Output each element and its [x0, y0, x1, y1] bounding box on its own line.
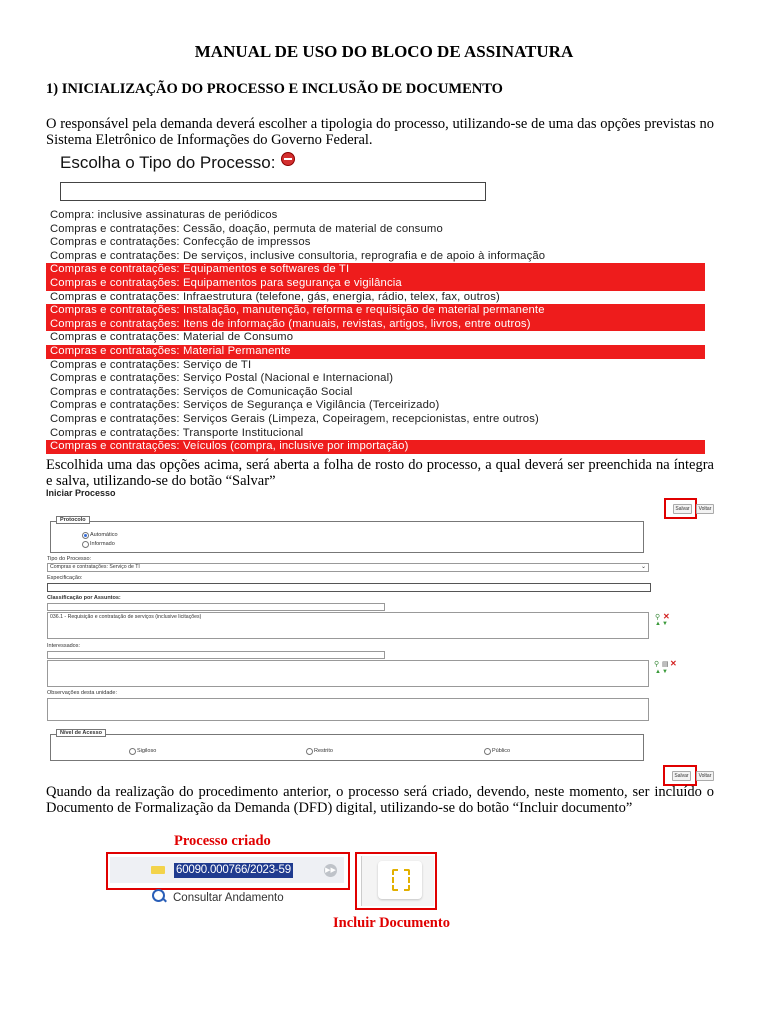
notes-textarea[interactable] — [47, 698, 649, 721]
process-type-option[interactable]: Compras e contratações: Veículos (compra, inclusive por importação) — [46, 440, 705, 454]
arrow-up-icon[interactable]: ▲ — [655, 669, 661, 675]
process-type-option[interactable]: Compras e contratações: Material Permanente — [46, 345, 705, 359]
process-type-option[interactable]: Compras e contratações: Cessão, doação, permuta de material de consumo — [50, 222, 443, 235]
consult-progress-link[interactable] — [152, 889, 284, 904]
save-button-bottom[interactable]: Salvar — [672, 771, 691, 781]
protocol-auto-label: Automático — [90, 532, 118, 538]
include-document-toolbar — [361, 856, 434, 906]
include-document-button[interactable] — [378, 861, 422, 899]
protocol-informed-radio[interactable] — [82, 541, 89, 548]
back-button-bottom[interactable]: Voltar — [696, 771, 714, 781]
specification-input[interactable] — [47, 583, 651, 592]
process-type-option[interactable]: Compras e contratações: Material de Consumo — [50, 331, 294, 344]
process-type-option[interactable]: Compras e contratações: De serviços, inclusive consultoria, reprografia e de apoio à informação — [50, 249, 546, 262]
folder-icon — [151, 866, 165, 874]
process-type-option[interactable]: Compras e contratações: Equipamentos e softwares de TI — [46, 263, 705, 277]
interested-search-input[interactable] — [47, 651, 385, 659]
consult-progress-label: Consultar Andamento — [173, 892, 284, 904]
classification-value: 036.1 - Requisição e contratação de serviços (inclusive licitações) — [50, 614, 202, 620]
process-type-select[interactable] — [47, 563, 649, 572]
notes-label: Observações desta unidade: — [47, 690, 118, 696]
search-icon[interactable]: ⚲ — [655, 614, 661, 621]
process-type-label: Tipo do Processo: — [47, 556, 92, 562]
process-type-filter-input[interactable] — [60, 182, 486, 201]
classification-search-input[interactable] — [47, 603, 385, 611]
process-number[interactable]: 60090.000766/2023-59 — [176, 864, 291, 876]
process-type-option[interactable]: Compras e contratações: Confecção de impressos — [50, 236, 311, 249]
access-public-radio[interactable] — [484, 748, 491, 755]
process-type-option[interactable]: Compras e contratações: Serviços Gerais (Limpeza, Copeiragem, recepcionistas, entre outros) — [50, 412, 539, 425]
access-level-legend: Nível de Acesso — [56, 729, 106, 737]
fast-forward-icon[interactable]: ▶▶ — [324, 864, 337, 877]
back-button[interactable]: Voltar — [696, 504, 714, 514]
process-type-option[interactable]: Compra: inclusive assinaturas de periódicos — [50, 209, 278, 221]
search-icon[interactable]: ⚲ — [654, 661, 660, 668]
minus-circle-icon[interactable] — [281, 152, 295, 166]
arrow-up-icon[interactable]: ▲ — [655, 621, 661, 627]
specification-label: Especificação: — [47, 575, 83, 581]
process-number-highlight — [106, 852, 350, 890]
protocol-auto-radio[interactable] — [82, 532, 89, 539]
protocol-informed-label: Informado — [90, 541, 115, 547]
process-chooser-title-text: Escolha o Tipo do Processo: — [60, 153, 276, 172]
process-type-option[interactable]: Compras e contratações: Itens de informação (manuais, revistas, artigos, livros, entre outros) — [46, 318, 705, 332]
access-restricted-label: Restrito — [314, 748, 333, 754]
chevron-down-icon: ⌄ — [640, 564, 646, 570]
classification-list[interactable] — [47, 612, 649, 639]
protocol-legend: Protocolo — [56, 516, 90, 524]
protocol-fieldset — [50, 521, 644, 553]
process-chooser-title — [60, 152, 295, 173]
arrow-down-icon[interactable]: ▼ — [662, 669, 668, 675]
process-created-caption: Processo criado — [174, 833, 271, 849]
process-type-option[interactable]: Compras e contratações: Serviço Postal (Nacional e Internacional) — [50, 372, 394, 385]
process-type-option[interactable]: Compras e contratações: Infraestrutura (telefone, gás, energia, rádio, telex, fax, outros) — [50, 290, 500, 303]
process-type-option[interactable]: Compras e contratações: Serviços de Comunicação Social — [50, 385, 353, 398]
paragraph-include-document: Quando da realização do procedimento anterior, o processo será criado, devendo, neste momento, ser incluído o Documento de Formalização da Demanda (DFD) digital, utilizando-se do botão “Incluir documento” — [46, 784, 714, 816]
access-secret-label: Sigiloso — [137, 748, 157, 754]
process-type-option[interactable]: Compras e contratações: Serviço de TI — [50, 358, 252, 371]
access-secret-radio[interactable] — [129, 748, 136, 755]
search-icon — [152, 889, 165, 902]
new-document-icon — [392, 869, 410, 891]
process-type-list — [46, 209, 705, 454]
process-type-option[interactable]: Compras e contratações: Transporte Institucional — [50, 426, 304, 439]
remove-icon[interactable]: ✕ — [670, 659, 677, 668]
process-type-option[interactable]: Compras e contratações: Equipamentos para segurança e vigilância — [46, 277, 705, 291]
save-button[interactable]: Salvar — [673, 504, 692, 514]
start-process-form — [46, 488, 714, 766]
arrow-down-icon[interactable]: ▼ — [662, 621, 668, 627]
section-heading: 1) INICIALIZAÇÃO DO PROCESSO E INCLUSÃO DE DOCUMENTO — [46, 81, 503, 97]
process-type-option[interactable]: Compras e contratações: Serviços de Segurança e Vigilância (Terceirizado) — [50, 399, 440, 412]
paragraph-intro: O responsável pela demanda deverá escolher a tipologia do processo, utilizando-se de uma das opções previstas no Sistema Eletrônico de Informações do Governo Federal. — [46, 116, 714, 148]
process-type-value: Compras e contratações: Serviço de TI — [50, 564, 140, 570]
include-document-highlight — [355, 852, 437, 910]
interested-list[interactable] — [47, 660, 649, 687]
access-restricted-radio[interactable] — [306, 748, 313, 755]
interested-label: Interessados: — [47, 643, 81, 649]
form-title: Iniciar Processo — [46, 488, 116, 498]
access-public-label: Público — [492, 748, 511, 754]
classification-label: Classificação por Assuntos: — [47, 595, 121, 601]
document-icon[interactable]: ▤ — [662, 661, 669, 668]
include-document-caption: Incluir Documento — [333, 915, 450, 931]
process-tree-node[interactable] — [110, 857, 344, 883]
remove-icon[interactable]: ✕ — [663, 612, 670, 621]
process-type-option[interactable]: Compras e contratações: Instalação, manutenção, reforma e requisição de material permanente — [46, 304, 705, 318]
document-title: MANUAL DE USO DO BLOCO DE ASSINATURA — [194, 42, 574, 61]
paragraph-save: Escolhida uma das opções acima, será aberta a folha de rosto do processo, a qual deverá ser preenchida na íntegra e salva, utilizando-se do botão “Salvar” — [46, 457, 714, 489]
